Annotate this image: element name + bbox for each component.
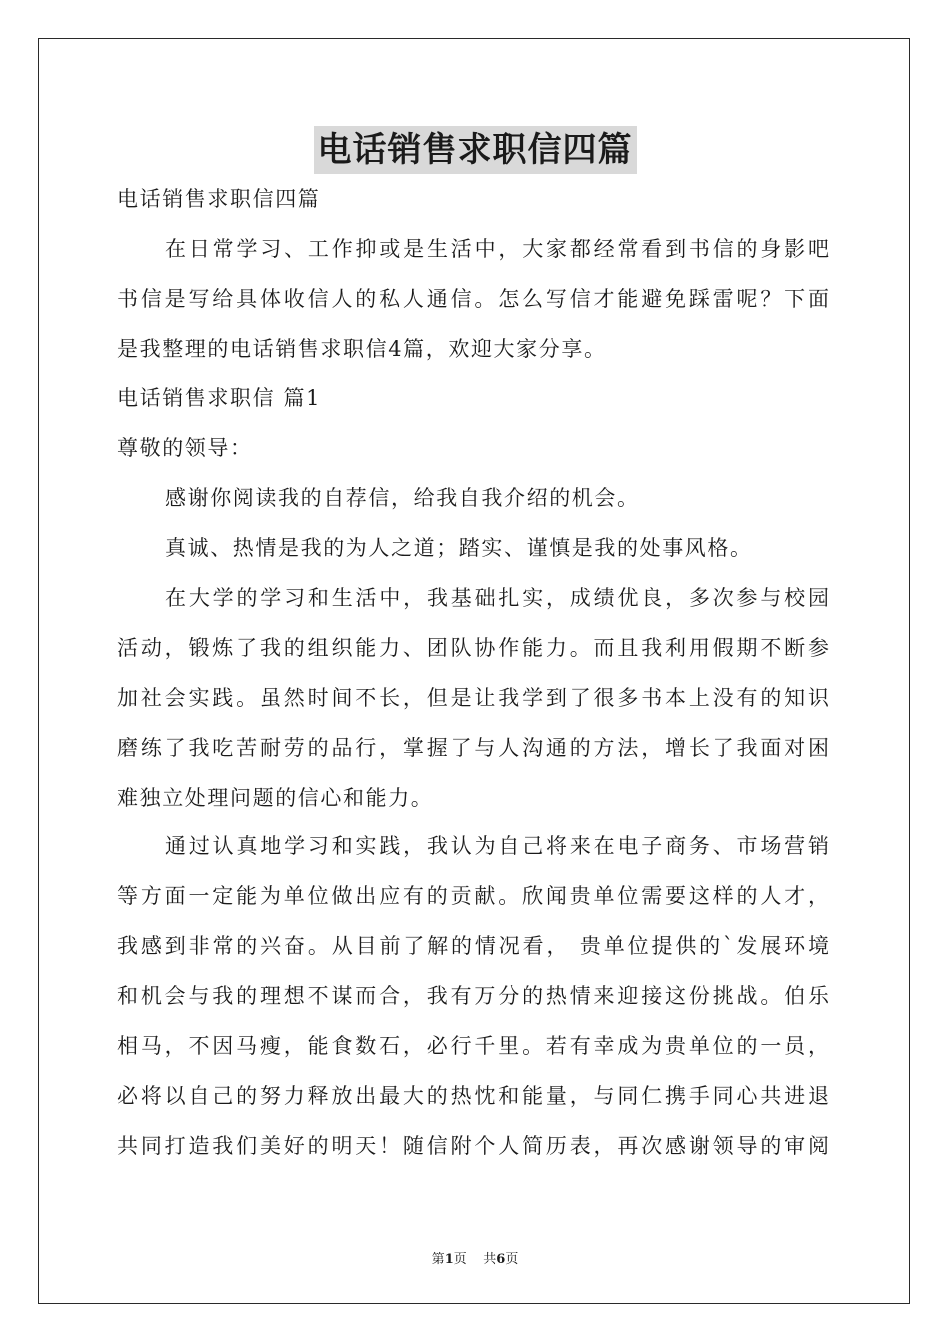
intro-line-2: 书信是写给具体收信人的私人通信。怎么写信才能避免踩雷呢？下面 [117, 287, 829, 311]
section-heading: 电话销售求职信 篇1 [117, 386, 322, 410]
page-footer [0, 1248, 950, 1267]
paragraph-4-line-3: 我感到非常的兴奋。从目前了解的情况看， 贵单位提供的`发展环境 [117, 934, 829, 958]
paragraph-3-line-2: 活动，锻炼了我的组织能力、团队协作能力。而且我利用假期不断参 [117, 636, 829, 660]
paragraph-4-line-6: 必将以自己的努力释放出最大的热忱和能量，与同仁携手同心共进退 [117, 1084, 829, 1108]
document-title: 电话销售求职信四篇 [314, 126, 637, 174]
paragraph-3-line-1: 在大学的学习和生活中，我基础扎实，成绩优良，多次参与校园 [165, 586, 829, 610]
document-subtitle: 电话销售求职信四篇 [117, 187, 321, 211]
footer-page-mid: 页 共 [453, 1252, 497, 1267]
footer-page-current: 1 [444, 1252, 454, 1267]
footer-page-total: 6 [496, 1252, 506, 1267]
paragraph-2: 真诚、热情是我的为人之道；踏实、谨慎是我的处事风格。 [165, 536, 753, 560]
intro-line-3: 是我整理的电话销售求职信4篇，欢迎大家分享。 [117, 337, 607, 361]
footer-page-prefix: 第 [431, 1252, 445, 1267]
footer-page-suffix: 页 [505, 1252, 519, 1267]
page-border [38, 38, 910, 1304]
paragraph-4-line-1: 通过认真地学习和实践，我认为自己将来在电子商务、市场营销 [165, 834, 829, 858]
paragraph-4-line-2: 等方面一定能为单位做出应有的贡献。欣闻贵单位需要这样的人才， [117, 884, 829, 908]
paragraph-4-line-5: 相马，不因马瘦，能食数石，必行千里。若有幸成为贵单位的一员， [117, 1034, 829, 1058]
paragraph-4-line-7: 共同打造我们美好的明天！随信附个人简历表，再次感谢领导的审阅 [117, 1134, 829, 1158]
paragraph-3-line-5: 难独立处理问题的信心和能力。 [117, 786, 434, 810]
document-title-wrap [0, 126, 950, 174]
paragraph-3-line-3: 加社会实践。虽然时间不长，但是让我学到了很多书本上没有的知识 [117, 686, 829, 710]
paragraph-4-line-4: 和机会与我的理想不谋而合，我有万分的热情来迎接这份挑战。伯乐 [117, 984, 829, 1008]
paragraph-1: 感谢你阅读我的自荐信，给我自我介绍的机会。 [165, 486, 640, 510]
paragraph-3-line-4: 磨练了我吃苦耐劳的品行，掌握了与人沟通的方法，增长了我面对困 [117, 736, 829, 760]
salutation: 尊敬的领导： [117, 436, 253, 460]
intro-line-1: 在日常学习、工作抑或是生活中，大家都经常看到书信的身影吧 [165, 237, 829, 261]
